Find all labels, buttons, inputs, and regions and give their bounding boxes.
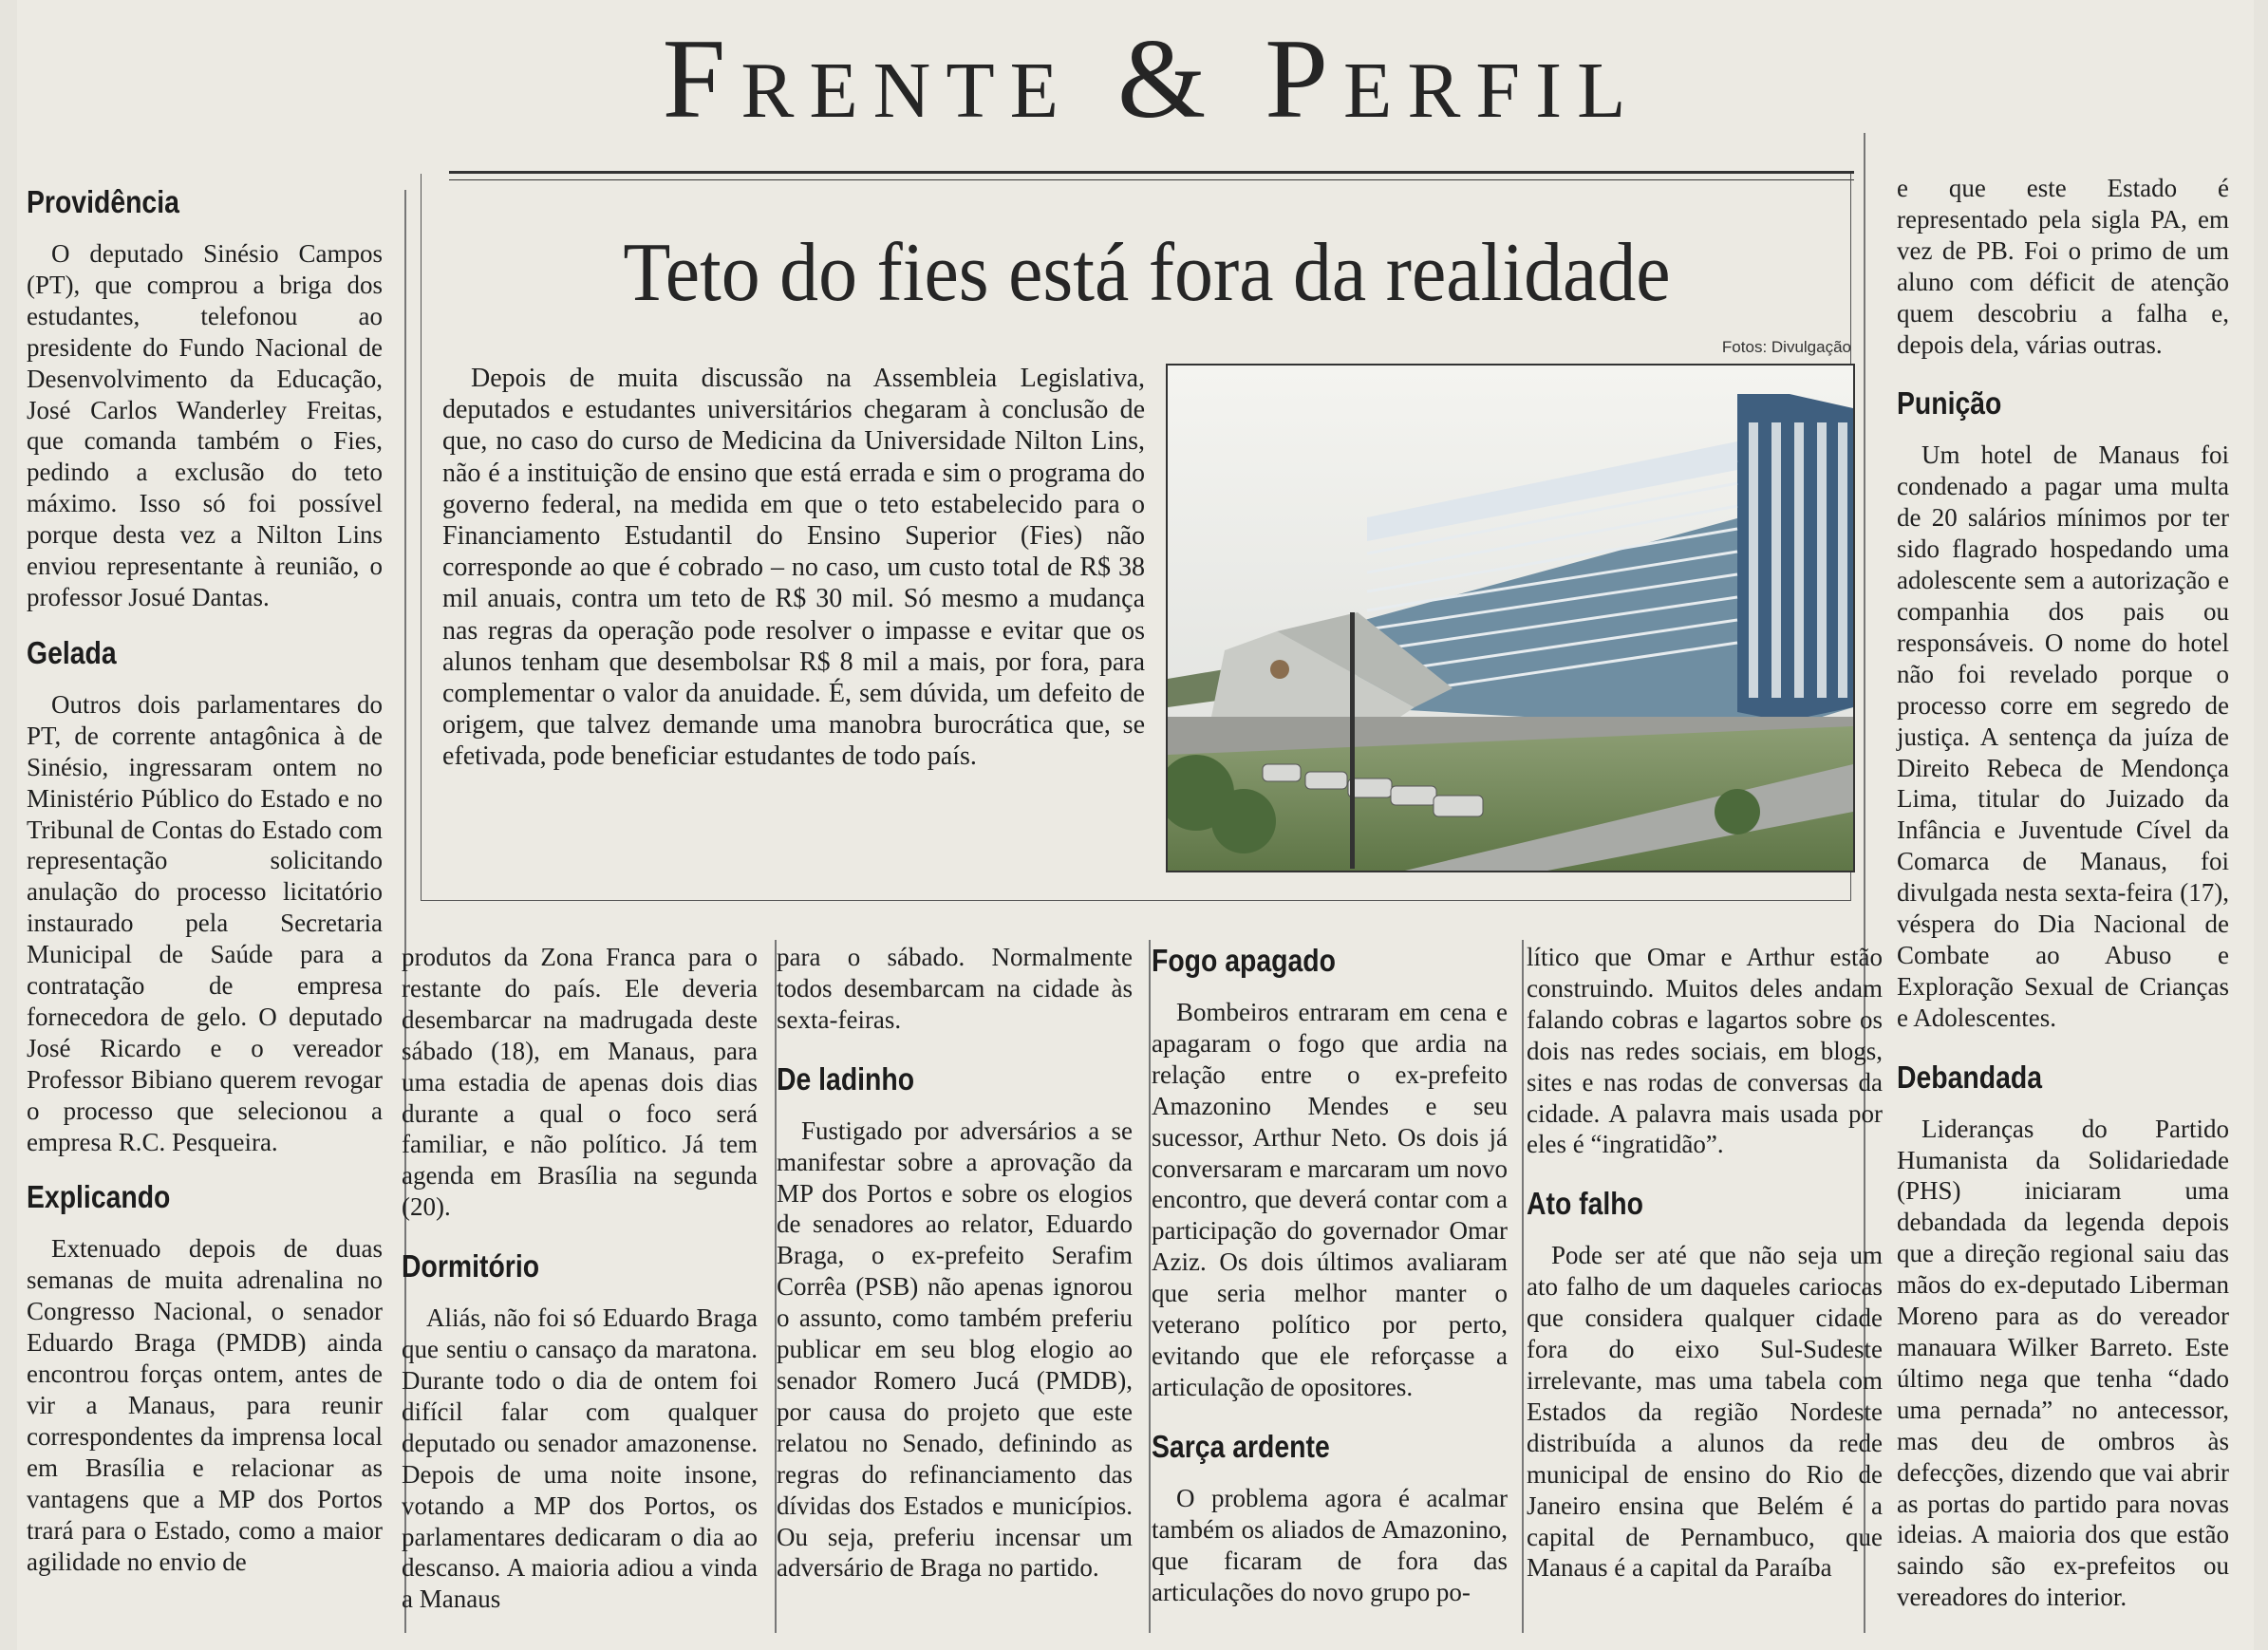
- heading-fogo-apagado: Fogo apagado: [1152, 943, 1336, 978]
- column-6: [1897, 173, 2229, 1613]
- heading-de-ladinho: De ladinho: [777, 1060, 915, 1097]
- text-gelada: Outros dois parlamentares do PT, de corrente antagônica à de Sinésio, ingressaram ontem no Ministério Público do Estado e no Tribunal de Contas do Estado com representação solicitando anulação do processo licitatório instaurado pela Secretaria Municipal de Saúde para a contratação de empresa fornecedora de gelo. O deputado José Ricardo e o vereador Professor Bibiano querem revogar o processo que selecionou a empresa R.C. Pesqueira.: [27, 689, 383, 1156]
- heading-gelada: Gelada: [27, 634, 117, 670]
- text-punicao: Um hotel de Manaus foi condenado a pagar uma multa de 20 salários mínimos por ter sido flagrado hospedando uma adolescente sem a autorização e companhia dos pais ou responsáveis. O nome do hotel não foi revelado porque o processo corre em segredo de justiça. A sentença da juíza de Direito Rebeca de Mendonça Lima, titular do Juizado da Infância e Juventude Cível da Comarca de Manaus, foi divulgada nesta sexta-feira (17), véspera do Dia Nacional de Combate ao Abuso e Exploração Sexual de Crianças e Adolescentes.: [1897, 441, 2229, 1032]
- lead-paragraph: Depois de muita discussão na Assembleia Legislativa, deputados e estudantes universitários chegaram à conclusão de que, no caso do curso de Medicina da Universidade Nilton Lins, não é a instituição de ensino que está errada e sim o programa do governo federal, na medida em que o teto estabelecido para o Financiamento Estudantil do Ensino Superior (Fies) não corresponde ao que é cobrado – no caso, um custo total de R$ 38 mil anuais, contra um teto de R$ 30 mil. Só mesmo a mudança nas regras da operação pode resolver o impasse e evitar que os alunos tenham que desembolsar R$ 8 mil a mais, por fora, para complementar o valor da anuidade. É, sem dúvida, um defeito de origem, que talvez demande uma manobra burocrática que, se efetivada, pode beneficiar estudantes de todo país.: [442, 364, 1145, 772]
- text-ato-falho-cont: e que este Estado é representado pela sigla PA, em vez de PB. Foi o primo de um aluno com déficit de atenção quem descobriu a falha e, depois dela, várias outras.: [1897, 174, 2229, 359]
- text-sarca-cont: lítico que Omar e Arthur estão construindo. Muitos deles andam falando cobras e lagartos sobre os dois nas redes sociais, em blogs, sites e nas rodas de conversas da cidade. A palavra mais usada por eles é “ingratidão”.: [1527, 943, 1883, 1159]
- column-2: [402, 942, 758, 1615]
- text-explicando: Extenuado depois de duas semanas de muita adrenalina no Congresso Nacional, o senador Eduardo Braga (PMDB) ainda encontrou forças ontem, antes de vir a Manaus, para reunir correspondentes da imprensa local em Brasília e relacionar as vantagens que a MP dos Portos trará para o Estado, como a maior agilidade no envio de: [27, 1234, 383, 1576]
- feature-lead: [442, 363, 1145, 773]
- building-photo-image: [1168, 366, 1853, 871]
- university-building-photo: [1166, 364, 1855, 872]
- heading-explicando: Explicando: [27, 1179, 171, 1215]
- text-ato-falho: Pode ser até que não seja um ato falho de um daqueles cariocas que considera qualquer cidade fora do eixo Sul-Sudeste irrelevante, mas uma tabela com Estados da região Nordeste distribuída a alunos da rede municipal de ensino do Rio de Janeiro ensina que Belém é a capital de Pernambuco, que Manaus é a capital da Paraíba: [1527, 1241, 1883, 1583]
- heading-sarca-ardente: Sarça ardente: [1152, 1428, 1330, 1464]
- column-4: [1152, 942, 1508, 1607]
- column-divider: [1522, 940, 1524, 1633]
- text-explicando-cont: produtos da Zona Franca para o restante do país. Ele deveria desembarcar na madrugada deste sábado (18), em Manaus, para uma estadia de apenas dois dias durante a qual o foco será familiar, e não político. Já tem agenda em Brasília na segunda (20).: [402, 943, 758, 1222]
- heading-ato-falho: Ato falho: [1527, 1186, 1643, 1222]
- text-providencia: O deputado Sinésio Campos (PT), que comprou a briga dos estudantes, telefonou ao presidente do Fundo Nacional de Desenvolvimento da Educação, José Carlos Wanderley Freitas, que comanda também o Fies, pedindo a exclusão do teto máximo. Isso só foi possível porque desta vez a Nilton Lins enviou representante à reunião, o professor Josué Dantas.: [27, 239, 383, 611]
- feature-headline: Teto do fies está fora da realidade: [623, 227, 1671, 319]
- heading-dormitorio: Dormitório: [402, 1248, 540, 1284]
- column-divider: [1149, 940, 1151, 1633]
- newspaper-page: [17, 0, 2254, 1650]
- column-5: [1527, 942, 1883, 1584]
- heading-providencia: Providência: [27, 184, 179, 219]
- text-fogo-apagado: Bombeiros entraram em cena e apagaram o fogo que ardia na relação entre o ex-prefeito Amazonino Mendes e seu sucessor, Arthur Neto. Os dois já conversaram e marcaram um novo encontro, que deverá contar com a participação do governador Omar Aziz. Os dois últimos avaliaram que seria melhor manter o veterano político por perto, evitando que ele reforçasse a articulação de opositores.: [1152, 998, 1508, 1401]
- photo-credit: Fotos: Divulgação: [1721, 338, 1851, 356]
- text-de-ladinho: Fustigado por adversários a se manifestar sobre a aprovação da MP dos Portos e sobre os elogios de senadores ao relator, Eduardo Braga, o ex-prefeito Serafim Corrêa (PSB) não apenas ignorou o assunto, como também preferiu publicar em seu blog elogio ao senador Romero Jucá (PMDB), por causa do projeto que este relatou no Senado, definindo as regras do refinanciamento das dívidas dos Estados e municípios. Ou seja, preferiu incensar um adversário de Braga no partido.: [777, 1116, 1133, 1583]
- text-sarca-ardente: O problema agora é acalmar também os aliados de Amazonino, que ficaram de fora das articulações do novo grupo po-: [1152, 1483, 1508, 1606]
- section-masthead: Frente & Perfil: [662, 15, 1641, 141]
- column-3: [777, 942, 1133, 1584]
- column-1: [27, 183, 383, 1577]
- heading-debandada: Debandada: [1897, 1059, 2042, 1095]
- text-debandada: Lideranças do Partido Humanista da Solidariedade (PHS) iniciaram uma debandada da legenda depois que a direção regional saiu das mãos do ex-deputado Liberman Moreno para as do vereador manauara Wilker Barreto. Este último nega que tenha “dado uma pernada” no antecessor, mas deu de ombros às defecções, dizendo que vai abrir as portas do partido para novas ideias. A maioria dos que estão saindo são ex-prefeitos ou vereadores do interior.: [1897, 1114, 2229, 1612]
- heading-punicao: Punição: [1897, 385, 2002, 422]
- text-dormitorio-cont: para o sábado. Normalmente todos desembarcam na cidade às sexta-feiras.: [777, 943, 1133, 1034]
- text-dormitorio: Aliás, não foi só Eduardo Braga que sentiu o cansaço da maratona. Durante todo o dia de ontem foi difícil falar com qualquer deputado ou senador amazonense. Depois de uma noite insone, votando a MP dos Portos, os parlamentares dedicaram o dia ao descanso. A maioria adiou a vinda a Manaus: [402, 1303, 758, 1614]
